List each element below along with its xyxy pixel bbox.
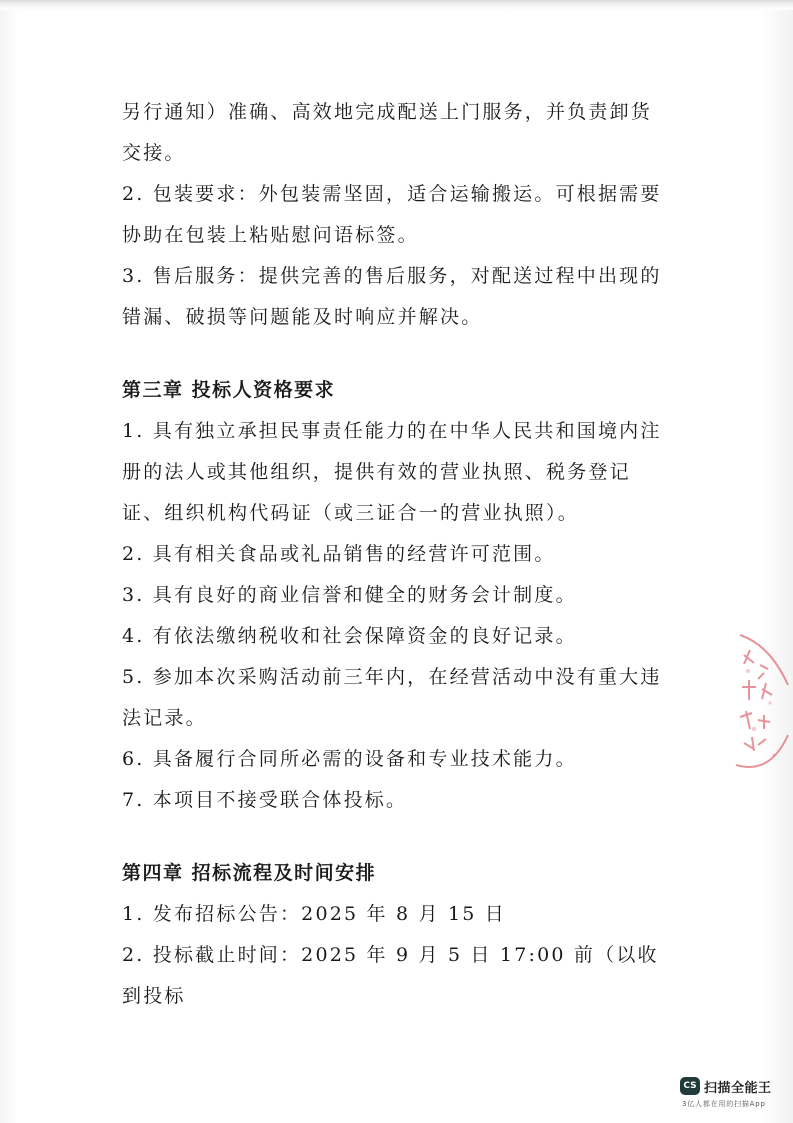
paragraph-delivery: 另行通知）准确、高效地完成配送上门服务，并负责卸货交接。 [122, 101, 653, 164]
chapter-4-title: 第四章 招标流程及时间安排 [122, 862, 377, 884]
qualification-item-4: 4. 有依法缴纳税收和社会保障资金的良好记录。 [122, 625, 577, 647]
scanner-watermark [680, 1075, 785, 1115]
schedule-item-1: 1. 发布招标公告：2025 年 8 月 15 日 [122, 903, 506, 925]
qualification-item-5: 5. 参加本次采购活动前三年内，在经营活动中没有重大违法记录。 [122, 666, 662, 729]
qualification-item-3: 3. 具有良好的商业信誉和健全的财务会计制度。 [122, 584, 577, 606]
paragraph-packaging: 2. 包装要求：外包装需坚固，适合运输搬运。可根据需要协助在包装上粘贴慰问语标签。 [122, 183, 662, 246]
document-body [122, 92, 667, 1017]
qualification-item-2: 2. 具有相关食品或礼品销售的经营许可范围。 [122, 543, 556, 565]
watermark-app-name: 扫描全能王 [704, 1080, 772, 1096]
section-gap [122, 821, 667, 853]
camscanner-logo-icon: CS [680, 1077, 700, 1095]
section-gap [122, 338, 667, 370]
chapter-3-title: 第三章 投标人资格要求 [122, 379, 336, 401]
seal-stamp-fragment [730, 625, 790, 785]
qualification-item-1: 1. 具有独立承担民事责任能力的在中华人民共和国境内注册的法人或其他组织，提供有效的营业执照、税务登记证、组织机构代码证（或三证合一的营业执照）。 [122, 420, 662, 524]
scan-top-edge [0, 0, 793, 10]
paragraph-after-sales: 3. 售后服务：提供完善的售后服务，对配送过程中出现的错漏、破损等问题能及时响应并解决。 [122, 265, 662, 328]
qualification-item-7: 7. 本项目不接受联合体投标。 [122, 789, 408, 811]
qualification-item-6: 6. 具备履行合同所必需的设备和专业技术能力。 [122, 748, 577, 770]
schedule-item-2: 2. 投标截止时间：2025 年 9 月 5 日 17:00 前（以收到投标 [122, 944, 659, 1007]
watermark-slogan: 3亿人都在用的扫描App [682, 1100, 766, 1108]
